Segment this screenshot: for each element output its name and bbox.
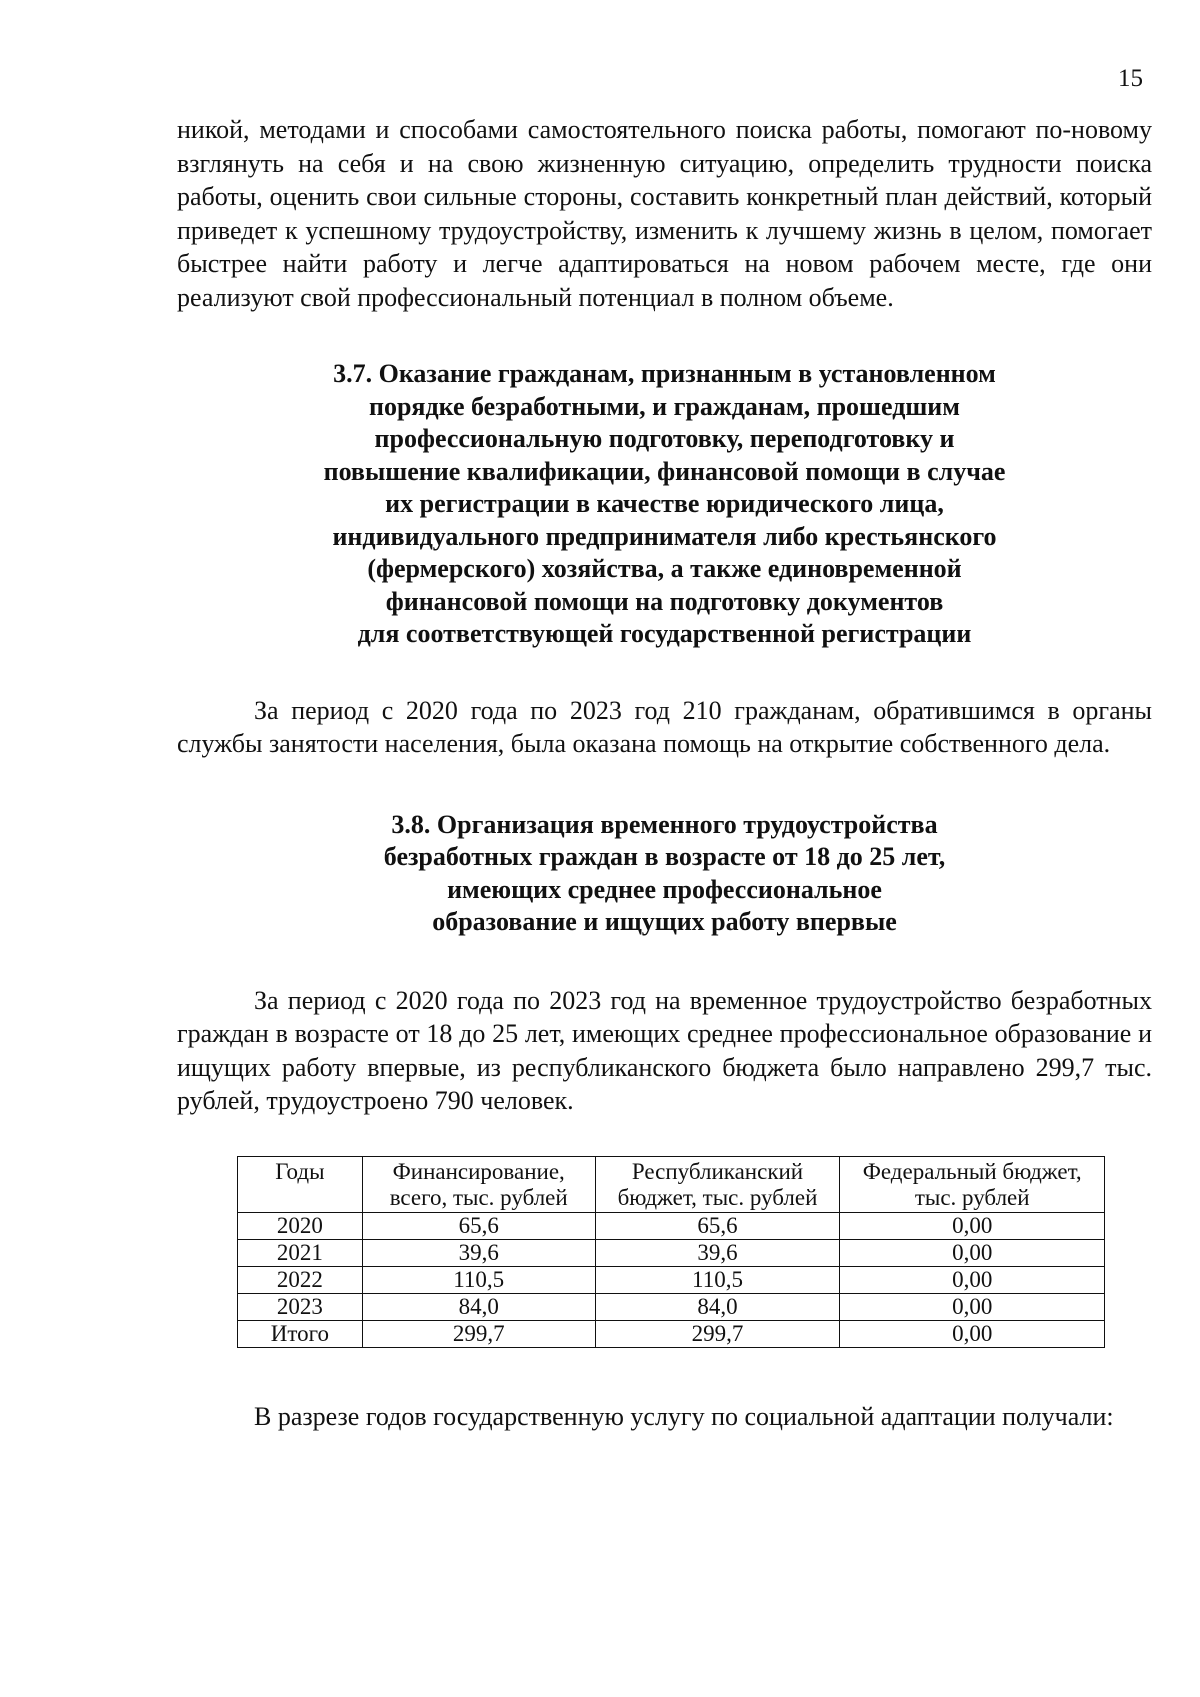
- cell-republican: 65,6: [595, 1212, 840, 1239]
- spacer: [177, 314, 1152, 358]
- header-line: Годы: [275, 1158, 325, 1184]
- table-row: [238, 1293, 1105, 1320]
- header-line: всего, тыс. рублей: [389, 1184, 568, 1210]
- cell-year: Итого: [238, 1320, 363, 1347]
- cell-year: 2022: [238, 1266, 363, 1293]
- cell-republican: 84,0: [595, 1293, 840, 1320]
- heading-line: финансовой помощи на подготовку документов: [385, 586, 944, 616]
- spacer: [177, 1348, 1152, 1400]
- cell-year: 2021: [238, 1239, 363, 1266]
- spacer: [177, 1118, 1152, 1156]
- heading-line: (фермерского) хозяйства, а также единовременной: [367, 554, 962, 583]
- cell-federal: 0,00: [840, 1293, 1105, 1320]
- heading-line: для соответствующей государственной регистрации: [357, 619, 972, 648]
- cell-year: 2023: [238, 1293, 363, 1320]
- cell-federal: 0,00: [840, 1320, 1105, 1347]
- cell-republican: 39,6: [595, 1239, 840, 1266]
- spacer: [177, 939, 1152, 984]
- cell-total: 65,6: [362, 1212, 595, 1239]
- section-3-7-paragraph: За период с 2020 года по 2023 год 210 гражданам, обратившимся в органы службы занятости населения, была оказана помощь на открытие собственного дела.: [177, 695, 1152, 758]
- section-3-8-paragraph: За период с 2020 года по 2023 год на временное трудоустройство безработных граждан в возрасте от 18 до 25 лет, имеющих среднее профессиональное образование и ищущих работу впервые, из республиканского бюджета было направлено 299,7 тыс. рублей, трудоустроено 790 человек.: [177, 985, 1152, 1115]
- table-row: [238, 1212, 1105, 1239]
- heading-line: профессиональную подготовку, переподготовку и: [374, 424, 955, 453]
- section-3-7-heading: [177, 358, 1152, 651]
- table-header-row: [238, 1156, 1105, 1212]
- document-body: [177, 113, 1152, 1433]
- heading-line: порядке безработными, и гражданам, прошедшим: [368, 391, 961, 421]
- page-number: 15: [1118, 65, 1143, 92]
- header-total-financing: [362, 1156, 595, 1212]
- spacer: [177, 761, 1152, 809]
- cell-total: 110,5: [362, 1266, 595, 1293]
- cell-total: 39,6: [362, 1239, 595, 1266]
- heading-line: безработных граждан в возрасте от 18 до 25 лет,: [383, 842, 946, 871]
- header-line: Федеральный бюджет,: [862, 1158, 1082, 1184]
- table-row: [238, 1239, 1105, 1266]
- heading-line: индивидуального предпринимателя либо крестьянского: [332, 521, 997, 551]
- header-federal-budget: [840, 1156, 1105, 1212]
- cell-republican: 299,7: [595, 1320, 840, 1347]
- header-line: тыс. рублей: [914, 1184, 1030, 1210]
- header-line: бюджет, тыс. рублей: [617, 1184, 818, 1210]
- cell-federal: 0,00: [840, 1212, 1105, 1239]
- header-years: [238, 1156, 363, 1212]
- intro-paragraph: никой, методами и способами самостоятельного поиска работы, помогают по-новому взглянуть на себя и на свою жизненную ситуацию, определить трудности поиска работы, оценить свои сильные стороны, составить конкретный план действий, который приведет к успешному трудоустройству, изменить к лучшему жизнь в целом, помогает быстрее найти работу и легче адаптироваться на новом рабочем месте, где они реализуют свой профессиональный потенциал в полном объеме.: [177, 115, 1152, 312]
- header-line: Республиканский: [631, 1158, 804, 1184]
- heading-line: повышение квалификации, финансовой помощи в случае: [323, 456, 1006, 486]
- heading-line: имеющих среднее профессиональное: [447, 874, 882, 904]
- cell-republican: 110,5: [595, 1266, 840, 1293]
- header-line: Финансирование,: [392, 1158, 565, 1184]
- cell-federal: 0,00: [840, 1239, 1105, 1266]
- cell-total: 299,7: [362, 1320, 595, 1347]
- section-3-8-heading: [177, 809, 1152, 939]
- table-row: [238, 1266, 1105, 1293]
- heading-line: их регистрации в качестве юридического лица,: [385, 489, 944, 518]
- closing-paragraph: В разрезе годов государственную услугу по социальной адаптации получали:: [254, 1401, 1114, 1431]
- header-republican-budget: [595, 1156, 840, 1212]
- cell-federal: 0,00: [840, 1266, 1105, 1293]
- heading-line: образование и ищущих работу впервые: [432, 907, 897, 936]
- financing-table: [237, 1156, 1105, 1348]
- table-total-row: [238, 1320, 1105, 1347]
- spacer: [177, 651, 1152, 694]
- heading-line: 3.8. Организация временного трудоустройства: [391, 809, 938, 839]
- cell-total: 84,0: [362, 1293, 595, 1320]
- heading-line: 3.7. Оказание гражданам, признанным в установленном: [333, 359, 996, 388]
- cell-year: 2020: [238, 1212, 363, 1239]
